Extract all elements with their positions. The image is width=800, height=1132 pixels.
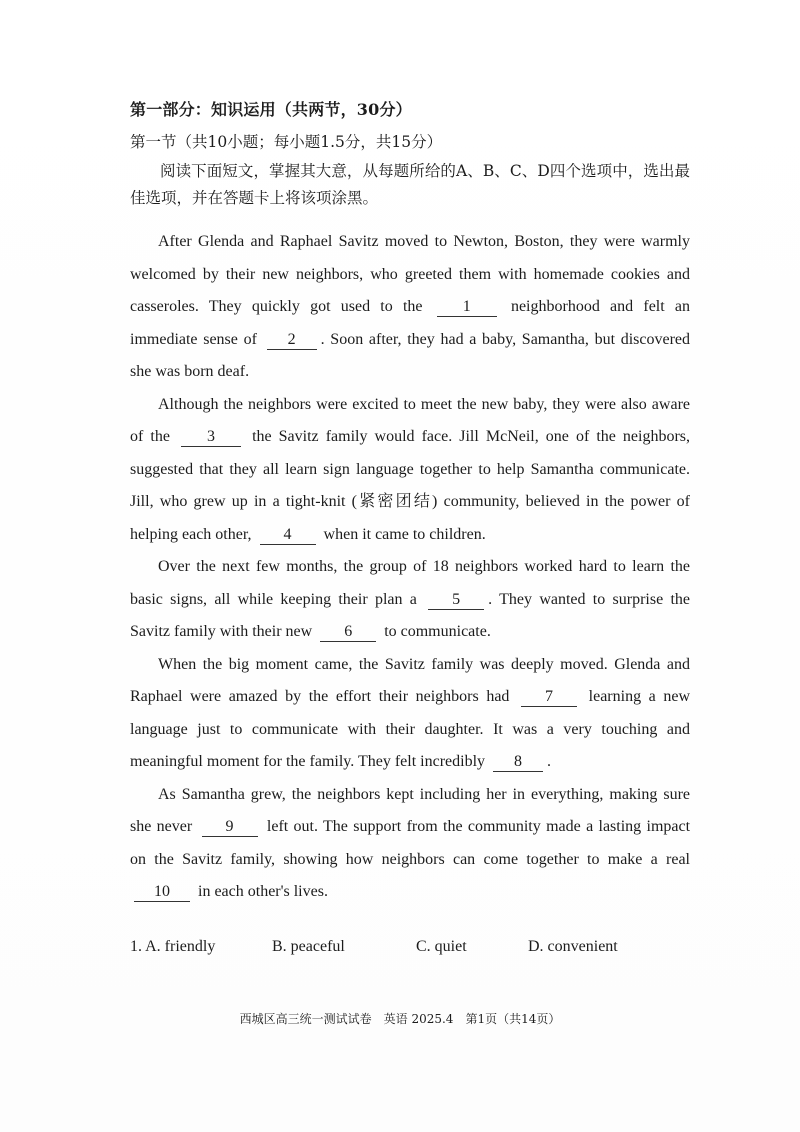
part-title: 第一部分：知识运用（共两节，30分）: [130, 100, 412, 119]
blank-2: 2: [267, 331, 317, 350]
option-b: B. peaceful: [272, 938, 345, 955]
option-d: D. convenient: [528, 938, 618, 955]
paragraph-1: [130, 226, 690, 389]
blank-7: 7: [521, 688, 577, 707]
paragraph-4: [130, 649, 690, 779]
page-footer: 西城区高三统一测试试卷 英语 2025.4 第1页（共14页）: [239, 1012, 561, 1026]
passage-text: learning a new language just to communicate with their daughter. It was a very touching and meaningful moment for the family. They felt incredibly: [130, 688, 691, 770]
passage-text: when it came to children.: [323, 525, 486, 543]
passage-text: .: [547, 753, 552, 770]
blank-1: 1: [437, 298, 497, 317]
blank-9: 9: [202, 818, 258, 837]
option-c: C. quiet: [416, 938, 467, 955]
blank-6: 6: [320, 623, 376, 642]
passage-text: When the big moment came, the Savitz family was deeply moved. Glenda and Raphael were amazed by the effort their neighbors had: [130, 655, 690, 705]
section-title: 第一节（共10小题；每小题1.5分，共15分）: [130, 133, 443, 151]
passage-text: . They wanted to surprise the Savitz family with their new: [130, 590, 691, 640]
paragraph-2: [130, 389, 690, 552]
blank-10: 10: [134, 883, 190, 902]
blank-8: 8: [493, 753, 543, 772]
paragraph-3: [130, 551, 690, 649]
paragraph-5: [130, 779, 690, 909]
passage-text: After Glenda and Raphael Savitz moved to Newton, Boston, they were warmly welcomed by their new neighbors, who greeted them with homemade cookies and casseroles. They quickly got used to the: [130, 233, 690, 315]
blank-3: 3: [181, 428, 241, 447]
cloze-passage: [130, 226, 690, 909]
blank-5: 5: [428, 591, 484, 610]
blank-4: 4: [260, 526, 316, 545]
passage-text: to communicate.: [384, 623, 491, 640]
passage-text: in each other's lives.: [198, 883, 328, 900]
passage-text: As Samantha grew, the neighbors kept including her in everything, making sure she never: [130, 785, 690, 835]
passage-text: Over the next few months, the group of 18 neighbors worked hard to learn the basic signs, all while keeping their plan a: [130, 558, 690, 608]
option-a: 1. A. friendly: [130, 938, 216, 955]
instruction-text: 阅读下面短文，掌握其大意，从每题所给的A、B、C、D四个选项中，选出最佳选项，并在答题卡上将该项涂黑。: [130, 162, 690, 207]
passage-text: . Soon after, they had a baby, Samantha, but discovered she was born deaf.: [130, 330, 691, 380]
passage-text: left out. The support from the community made a lasting impact on the Savitz family, showing how neighbors can come together to make a real: [130, 818, 691, 868]
passage-text: the Savitz family would face. Jill McNeil, one of the neighbors, suggested that they all learn sign language together to help Samantha communicate. Jill, who grew up in a tight-knit (紧密团结) community, believed in the power of helping each other,: [130, 428, 691, 543]
passage-text: Although the neighbors were excited to meet the new baby, they were also aware of the: [130, 395, 690, 445]
passage-text: neighborhood and felt an immediate sense of: [130, 298, 691, 348]
